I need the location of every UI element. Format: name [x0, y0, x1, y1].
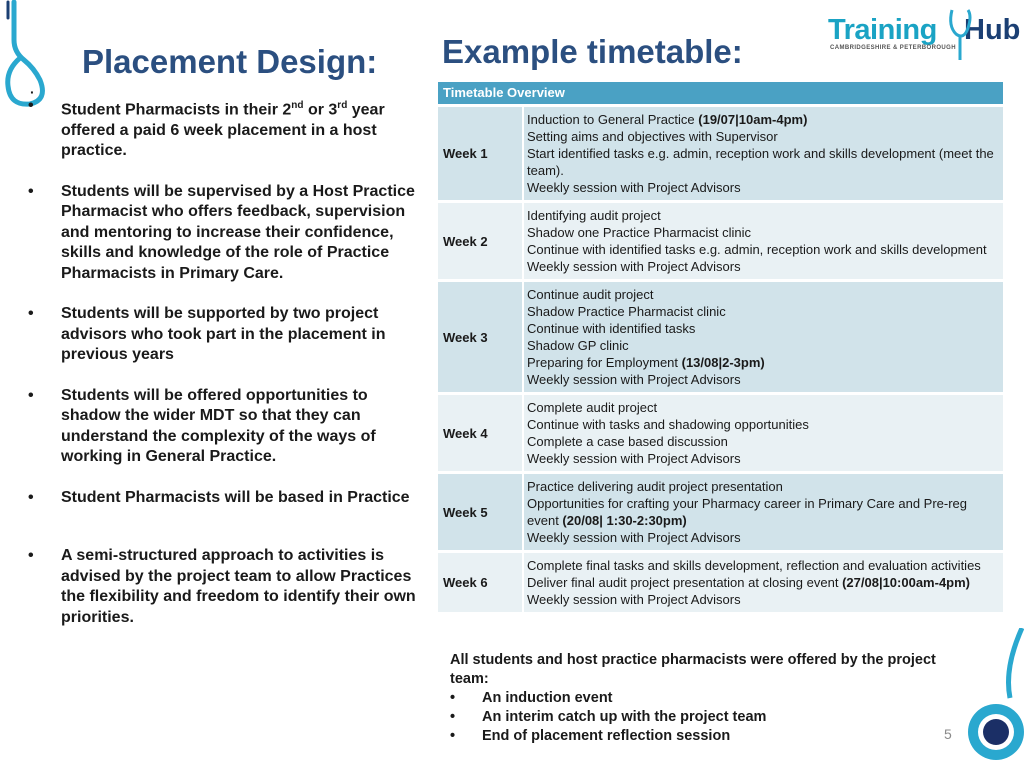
bullet-text: A semi-structured approach to activities is advised by the project team to allow Practices the flexibility and freedom to identify their own priorities.	[61, 547, 416, 626]
note-item	[450, 727, 950, 746]
activity-text: Start identified tasks e.g. admin, reception work and skills development (meet the team).	[527, 146, 994, 178]
week-label: Week 2	[438, 203, 522, 279]
page-number: 5	[944, 726, 952, 742]
timetable-row	[438, 203, 1003, 279]
placement-design-title: Placement Design:	[82, 43, 378, 80]
activity-line	[527, 574, 999, 591]
note-item	[450, 708, 950, 727]
bullet-symbol: •	[28, 97, 34, 114]
activity-text: Complete a case based discussion	[527, 434, 728, 449]
activity-line	[527, 433, 999, 450]
bullet-symbol: •	[450, 690, 456, 706]
bullet-symbol: •	[28, 305, 34, 323]
activity-line	[527, 529, 999, 546]
activity-text: Continue with tasks and shadowing opportunities	[527, 417, 809, 432]
bullet-text: or 3	[303, 101, 338, 119]
activity-text: Shadow one Practice Pharmacist clinic	[527, 225, 751, 240]
superscript: rd	[337, 100, 348, 111]
activity-text: Weekly session with Project Advisors	[527, 451, 741, 466]
activity-text: Weekly session with Project Advisors	[527, 530, 741, 545]
note-item-text: An induction event	[482, 690, 613, 706]
week-label: Week 5	[438, 474, 522, 550]
timetable-header: Timetable Overview	[438, 82, 1003, 104]
bullet-item	[28, 182, 428, 285]
activity-line	[527, 241, 999, 258]
activity-line	[527, 371, 999, 388]
week-activities	[524, 553, 1003, 612]
activity-line	[527, 179, 999, 196]
bullet-text: Student Pharmacists will be based in Practice	[61, 488, 410, 506]
week-activities	[524, 282, 1003, 392]
timetable	[438, 82, 1003, 615]
bullet-symbol: •	[28, 488, 34, 506]
timetable-row	[438, 553, 1003, 612]
bullet-symbol: •	[28, 386, 34, 404]
note-item-text: End of placement reflection session	[482, 728, 731, 744]
activity-text: Setting aims and objectives with Supervisor	[527, 129, 778, 144]
activity-datetime: (13/08|2-3pm)	[681, 355, 765, 370]
activity-line	[527, 207, 999, 224]
bullet-text: Students will be supervised by a Host Practice Pharmacist who offers feedback, supervision and mentoring to increase their confidence, skills and knowledge of the role of Practice Pharmacists in Primary Care.	[61, 182, 415, 282]
bullet-item	[28, 304, 428, 366]
activity-line	[527, 495, 999, 529]
week-activities	[524, 395, 1003, 471]
bullet-symbol: •	[450, 728, 456, 744]
activity-text: Weekly session with Project Advisors	[527, 592, 741, 607]
bullet-text: Students will be offered opportunities to shadow the wider MDT so that they can understand the complexity of the ways of working in General Practice.	[61, 386, 376, 466]
activity-text: Continue with identified tasks e.g. admin, reception work and skills development	[527, 242, 987, 257]
activity-line	[527, 111, 999, 128]
activity-text: Opportunities for crafting your Pharmacy career in Primary Care and Pre-reg event	[527, 496, 968, 528]
bullet-item	[28, 96, 428, 162]
activity-text: Complete audit project	[527, 400, 658, 415]
activity-text: Practice delivering audit project presentation	[527, 479, 783, 494]
activity-text: Shadow GP clinic	[527, 338, 629, 353]
bullet-item	[28, 386, 428, 468]
timetable-row	[438, 395, 1003, 471]
activity-text: Continue with identified tasks	[527, 321, 696, 336]
week-label: Week 6	[438, 553, 522, 612]
bullet-symbol: •	[450, 709, 456, 725]
bullet-text: Student Pharmacists in their 2	[61, 101, 292, 119]
bullet-item	[28, 488, 428, 509]
activity-line	[527, 303, 999, 320]
activity-line	[527, 557, 999, 574]
stethoscope-logo-icon	[946, 6, 976, 66]
activity-datetime: (19/07|10am-4pm)	[698, 112, 808, 127]
training-hub-logo	[828, 12, 1021, 62]
activity-text: Weekly session with Project Advisors	[527, 372, 741, 387]
activity-line	[527, 337, 999, 354]
activity-line	[527, 224, 999, 241]
bullet-symbol: •	[28, 182, 34, 200]
activity-line	[527, 399, 999, 416]
activity-line	[527, 320, 999, 337]
week-activities	[524, 107, 1003, 200]
note-list	[450, 689, 950, 746]
activity-line	[527, 258, 999, 275]
placement-design-bullets	[28, 84, 428, 628]
logo-word-training: Training	[828, 14, 937, 46]
activity-line	[527, 450, 999, 467]
example-timetable-title: Example timetable:	[442, 33, 743, 70]
timetable-row	[438, 282, 1003, 392]
activity-line	[527, 591, 999, 608]
week-label: Week 1	[438, 107, 522, 200]
note-item	[450, 689, 950, 708]
week-activities	[524, 474, 1003, 550]
activity-line	[527, 354, 999, 371]
activity-line	[527, 286, 999, 303]
stray-dot: ·	[30, 84, 35, 100]
note-intro: All students and host practice pharmacists were offered by the project team:	[450, 652, 936, 687]
activity-line	[527, 128, 999, 145]
week-activities	[524, 203, 1003, 279]
activity-text: Identifying audit project	[527, 208, 661, 223]
activity-text: Weekly session with Project Advisors	[527, 259, 741, 274]
week-label: Week 3	[438, 282, 522, 392]
activity-line	[527, 145, 999, 179]
bullet-text: Students will be supported by two project advisors who took part in the placement in previous years	[61, 305, 386, 364]
activity-text: Complete final tasks and skills development, reflection and evaluation activities	[527, 558, 981, 573]
stethoscope-chestpiece-icon	[944, 628, 1024, 768]
superscript: nd	[291, 100, 304, 111]
timetable-row	[438, 107, 1003, 200]
activity-text: Shadow Practice Pharmacist clinic	[527, 304, 726, 319]
activity-text: Preparing for Employment	[527, 355, 682, 370]
timetable-row	[438, 474, 1003, 550]
activity-datetime: (27/08|10:00am-4pm)	[842, 575, 971, 590]
activity-line	[527, 478, 999, 495]
week-label: Week 4	[438, 395, 522, 471]
activity-text: Continue audit project	[527, 287, 654, 302]
bullet-item	[28, 546, 428, 628]
activity-text: Weekly session with Project Advisors	[527, 180, 741, 195]
activity-text: Induction to General Practice	[527, 112, 699, 127]
logo-subtitle: CAMBRIDGESHIRE & PETERBOROUGH	[830, 45, 956, 51]
activity-datetime: (20/08| 1:30-2:30pm)	[562, 513, 687, 528]
timetable-rows	[438, 107, 1003, 612]
bullet-text: year offered a paid 6 week placement in a host practice.	[61, 101, 385, 160]
project-team-note	[450, 651, 950, 746]
logo-word-hub: Hub	[964, 14, 1021, 46]
note-item-text: An interim catch up with the project team	[482, 709, 767, 725]
bullet-symbol: •	[28, 547, 34, 565]
activity-line	[527, 416, 999, 433]
activity-text: Deliver final audit project presentation at closing event	[527, 575, 843, 590]
